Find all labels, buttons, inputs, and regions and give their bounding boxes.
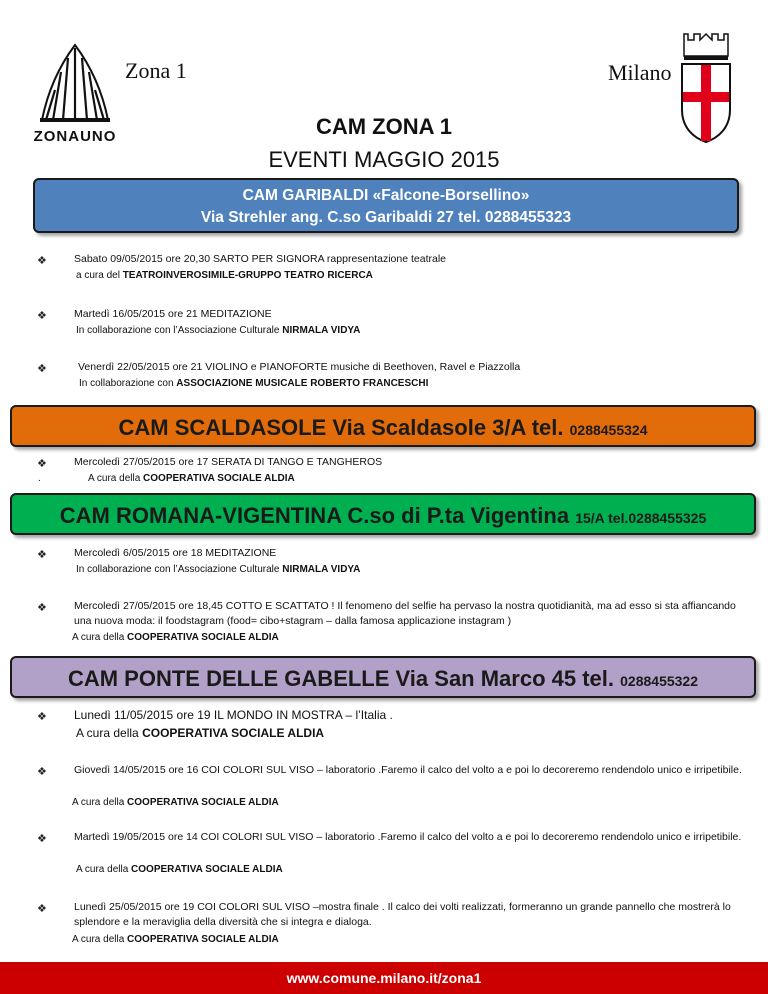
credit-prefix: In collaborazione con l’Associazione Culturale xyxy=(76,564,280,575)
banner-phone: 0288455322 xyxy=(620,673,699,689)
event-item xyxy=(74,599,746,629)
event-text: Mercoledì 27/05/2015 ore 17 SERATA DI TANGO E TANGHEROS xyxy=(74,456,383,468)
credit-prefix: A cura della xyxy=(72,632,125,643)
credit-org: NIRMALA VIDYA xyxy=(282,325,361,336)
banner-line2: Via Strehler ang. C.so Garibaldi 27 tel. 0288455323 xyxy=(200,209,572,226)
diamond-bullet-icon: ❖ xyxy=(37,458,47,470)
banner-title: CAM PONTE DELLE GABELLE Via San Marco 45 tel. xyxy=(67,666,615,691)
event-item xyxy=(74,706,746,724)
page-subtitle: EVENTI MAGGIO 2015 xyxy=(268,147,500,172)
event-item xyxy=(74,763,746,778)
credit-prefix: A cura della xyxy=(72,797,125,808)
event-text: Lunedì 11/05/2015 ore 19 IL MONDO IN MOSTRA – l’Italia . xyxy=(74,708,393,722)
credit-org: COOPERATIVA SOCIALE ALDIA xyxy=(143,473,295,484)
diamond-bullet-icon: ❖ xyxy=(37,833,47,845)
event-item xyxy=(74,455,746,470)
event-item xyxy=(74,307,746,322)
credit-prefix: In collaborazione con l’Associazione Culturale xyxy=(76,325,280,336)
event-credit xyxy=(79,377,428,391)
section-banner-scaldasole xyxy=(10,405,756,447)
logo-text: ZONAUNO xyxy=(33,128,117,145)
event-credit xyxy=(76,269,373,283)
section-banner-garibaldi xyxy=(33,178,739,233)
credit-org: COOPERATIVA SOCIALE ALDIA xyxy=(131,864,283,875)
event-item xyxy=(74,252,746,267)
credit-prefix: A cura della xyxy=(76,864,129,875)
credit-prefix: A cura della xyxy=(72,934,125,945)
diamond-bullet-icon: ❖ xyxy=(37,766,47,778)
event-text: Martedì 16/05/2015 ore 21 MEDITAZIONE xyxy=(74,308,272,320)
banner-phone: 0288455324 xyxy=(569,422,648,438)
diamond-bullet-icon: ❖ xyxy=(37,711,47,723)
event-text: Sabato 09/05/2015 ore 20,30 SARTO PER SIGNORA rappresentazione teatrale xyxy=(74,253,447,265)
diamond-bullet-icon: ❖ xyxy=(37,363,47,375)
diamond-bullet-icon: ❖ xyxy=(37,310,47,322)
zona-label: Zona 1 xyxy=(125,58,187,83)
event-item xyxy=(74,546,746,561)
event-credit xyxy=(72,933,279,947)
credit-org: ASSOCIAZIONE MUSICALE ROBERTO FRANCESCHI xyxy=(176,378,429,389)
event-text: Martedì 19/05/2015 ore 14 COI COLORI SUL VISO – laboratorio .Faremo il calco del volto a e poi lo decoreremo rendendolo unico e irripetibile. xyxy=(74,831,742,843)
section-banner-romana-vigentina xyxy=(10,493,756,535)
milano-label: Milano xyxy=(608,60,672,85)
event-text: Giovedì 14/05/2015 ore 16 COI COLORI SUL VISO – laboratorio .Faremo il calco del volto a e poi lo decoreremo rendendolo unico e irripetibile. xyxy=(74,764,742,776)
credit-org: COOPERATIVA SOCIALE ALDIA xyxy=(127,632,279,643)
event-text: Mercoledì 27/05/2015 ore 18,45 COTTO E SCATTATO ! Il fenomeno del selfie ha pervaso la nostra quotidianità, ma ad esso si sta affiancando una nuova moda: il foodstagram (food= cibo+stagram – dalla famosa applicazione instagram ) xyxy=(74,600,736,627)
event-text: Venerdì 22/05/2015 ore 21 VIOLINO e PIANOFORTE musiche di Beethoven, Ravel e Piazzolla xyxy=(78,361,521,373)
event-credit xyxy=(76,726,324,740)
event-credit xyxy=(76,324,360,338)
footer-bar xyxy=(0,962,768,994)
credit-org: COOPERATIVA SOCIALE ALDIA xyxy=(142,726,325,740)
event-credit xyxy=(76,863,283,877)
diamond-bullet-icon: ❖ xyxy=(37,255,47,267)
credit-org: COOPERATIVA SOCIALE ALDIA xyxy=(127,797,279,808)
banner-line1: CAM GARIBALDI «Falcone-Borsellino» xyxy=(242,187,530,204)
banner-title: CAM SCALDASOLE Via Scaldasole 3/A tel. xyxy=(118,415,564,440)
diamond-bullet-icon: ❖ xyxy=(37,602,47,614)
page-title: CAM ZONA 1 xyxy=(315,114,453,139)
event-text: Lunedì 25/05/2015 ore 19 COI COLORI SUL VISO –mostra finale . Il calco dei volti realizzati, formeranno un grande pannello che mostrerà lo splendore e la meraviglia della diversità che si integra e dialoga. xyxy=(74,901,731,928)
credit-org: NIRMALA VIDYA xyxy=(282,564,361,575)
diamond-bullet-icon: ❖ xyxy=(37,549,47,561)
event-item xyxy=(78,360,750,375)
event-item xyxy=(74,900,746,930)
banner-phone: 15/A tel.0288455325 xyxy=(575,510,707,526)
section-banner-ponte-delle-gabelle xyxy=(10,656,756,698)
event-credit xyxy=(72,631,279,645)
credit-org: TEATROINVEROSIMILE-GRUPPO TEATRO RICERCA xyxy=(122,270,373,281)
event-item xyxy=(74,830,746,845)
event-credit xyxy=(76,563,360,577)
event-text: Mercoledì 6/05/2015 ore 18 MEDITAZIONE xyxy=(74,547,277,559)
credit-prefix: A cura della xyxy=(76,726,139,740)
diamond-bullet-icon: ❖ xyxy=(37,903,47,915)
event-credit xyxy=(72,796,279,810)
stray-dot: . xyxy=(38,473,41,484)
credit-org: COOPERATIVA SOCIALE ALDIA xyxy=(127,934,279,945)
credit-prefix: A cura della xyxy=(88,473,141,484)
credit-prefix: a cura del xyxy=(76,270,120,281)
event-credit xyxy=(88,472,295,486)
banner-title: CAM ROMANA-VIGENTINA C.so di P.ta Vigentina xyxy=(59,503,570,528)
credit-prefix: In collaborazione con xyxy=(79,378,174,389)
footer-url[interactable]: www.comune.milano.it/zona1 xyxy=(286,970,482,986)
